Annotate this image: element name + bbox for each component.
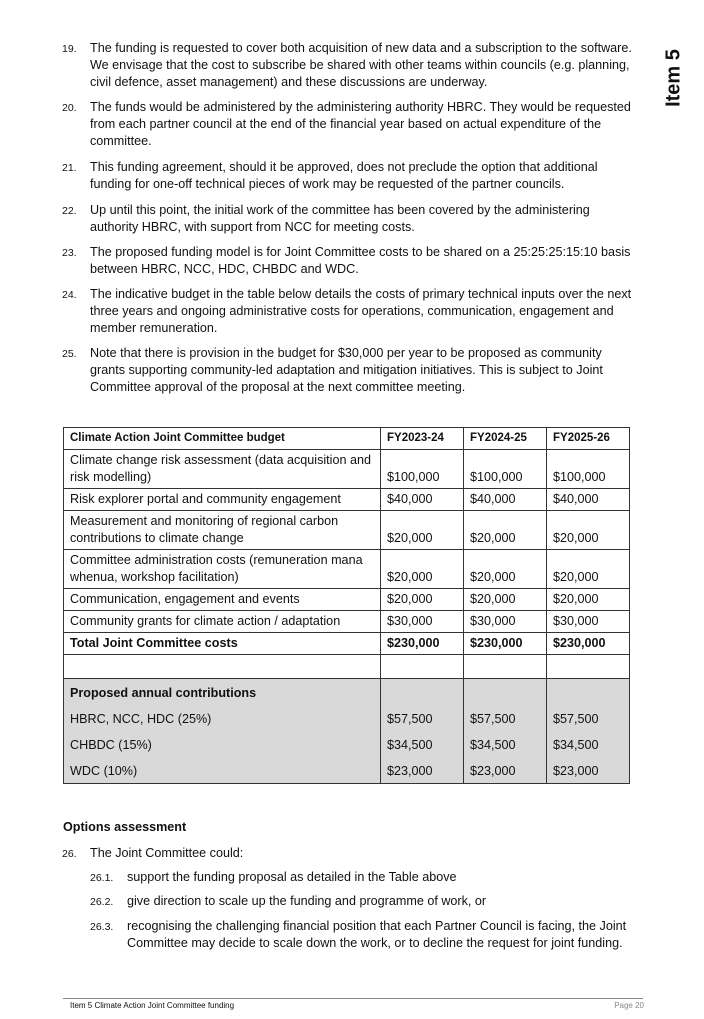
option-number: 26.3. [90,921,114,933]
table-cell: $100,000 [381,450,464,489]
contributions-heading-row [64,679,630,706]
table-cell: Committee administration costs (remuneration mana whenua, workshop facilitation) [64,550,381,589]
table-cell: $40,000 [381,489,464,511]
footer-title: Item 5 Climate Action Joint Committee funding [70,1001,235,1010]
table-cell: $34,500 [381,731,464,757]
paragraph-number: 22. [62,205,77,217]
table-cell: $230,000 [464,633,547,655]
options-heading: Options assessment [63,820,187,834]
paragraph-25 [62,345,634,396]
table-cell [547,655,630,679]
table-cell: $23,000 [381,757,464,784]
paragraph-21 [62,159,634,193]
table-cell [547,679,630,706]
budget-table [63,427,630,784]
item-side-tab [658,38,690,118]
table-cell: $57,500 [547,705,630,731]
option-number: 26.1. [90,872,114,884]
table-cell: $23,000 [547,757,630,784]
table-cell: Proposed annual contributions [64,679,381,706]
table-cell: $34,500 [547,731,630,757]
table-cell: Risk explorer portal and community engagement [64,489,381,511]
table-cell [381,679,464,706]
table-row [64,589,630,611]
table-cell: $20,000 [381,511,464,550]
paragraph-number: 26. [62,848,77,860]
contributions-row [64,731,630,757]
table-row [64,489,630,511]
table-cell: $20,000 [381,550,464,589]
table-header-cell: FY2025-26 [547,428,630,450]
option-text: recognising the challenging financial position that each Partner Council is facing, the Joint Committee may decide to scale down the work, or to decline the request for joint funding. [127,919,627,950]
table-cell: $30,000 [547,611,630,633]
page-number: Page 20 [614,1001,644,1010]
table-cell: $20,000 [464,589,547,611]
paragraph-number: 25. [62,348,77,360]
paragraph-number: 19. [62,43,77,55]
table-cell: $20,000 [547,589,630,611]
table-header-cell: FY2023-24 [381,428,464,450]
table-cell: Measurement and monitoring of regional carbon contributions to climate change [64,511,381,550]
paragraph-20 [62,99,634,150]
paragraph-number: 24. [62,289,77,301]
paragraph-text: Note that there is provision in the budget for $30,000 per year to be proposed as community grants supporting community-led adaptation and mitigation initiatives. This is subject to Joint Committee approval of the proposal at the next committee meeting. [90,346,603,394]
footer-divider [63,998,643,999]
table-cell: $57,500 [381,705,464,731]
table-empty-row [64,655,630,679]
paragraph-text: This funding agreement, should it be approved, does not preclude the option that additional funding for one-off technical pieces of work may be requested of the partner councils. [90,160,598,191]
table-cell: CHBDC (15%) [64,731,381,757]
table-cell: $20,000 [464,550,547,589]
paragraph-text: The proposed funding model is for Joint Committee costs to be shared on a 25:25:25:15:10 basis between HBRC, NCC, HDC, CHBDC and WDC. [90,245,631,276]
paragraph-23 [62,244,634,278]
table-cell: $100,000 [464,450,547,489]
table-header-row [64,428,630,450]
item-side-tab-label: Item 5 [662,49,685,107]
table-cell: $20,000 [464,511,547,550]
table-cell: Communication, engagement and events [64,589,381,611]
option-item [90,893,640,910]
table-cell: $30,000 [381,611,464,633]
paragraph-number: 23. [62,247,77,259]
table-cell: $40,000 [464,489,547,511]
option-item [90,918,640,952]
table-row [64,550,630,589]
paragraph-26 [62,845,634,862]
table-header-cell: Climate Action Joint Committee budget [64,428,381,450]
paragraph-19 [62,40,634,91]
table-row [64,511,630,550]
table-cell [464,679,547,706]
paragraph-text: The indicative budget in the table below details the costs of primary technical inputs over the next three years and ongoing administrative costs for operations, communication, engagement and member remuneration. [90,287,632,335]
option-text: support the funding proposal as detailed in the Table above [127,870,457,884]
paragraph-number: 21. [62,162,77,174]
table-row [64,611,630,633]
table-cell: Climate change risk assessment (data acquisition and risk modelling) [64,450,381,489]
table-cell: $100,000 [547,450,630,489]
table-header-cell: FY2024-25 [464,428,547,450]
table-cell: $20,000 [547,550,630,589]
table-cell: $230,000 [381,633,464,655]
contributions-row [64,757,630,784]
option-item [90,869,640,886]
table-cell: $23,000 [464,757,547,784]
paragraph-24 [62,286,634,337]
table-cell: $57,500 [464,705,547,731]
table-cell: $20,000 [547,511,630,550]
paragraph-text: The funds would be administered by the administering authority HBRC. They would be requested from each partner council at the end of the financial year based on actual expenditure of the committee. [90,100,631,148]
table-cell: Community grants for climate action / adaptation [64,611,381,633]
option-text: give direction to scale up the funding and programme of work, or [127,894,487,908]
paragraph-number: 20. [62,102,77,114]
table-cell [381,655,464,679]
paragraph-22 [62,202,634,236]
table-cell: HBRC, NCC, HDC (25%) [64,705,381,731]
option-number: 26.2. [90,896,114,908]
contributions-row [64,705,630,731]
paragraph-text: The funding is requested to cover both acquisition of new data and a subscription to the software. We envisage that the cost to subscribe be shared with other teams within councils (e.g. planning, civil defence, asset management) and these discussions are underway. [90,41,632,89]
table-cell [64,655,381,679]
table-cell: $20,000 [381,589,464,611]
table-cell [464,655,547,679]
table-cell: $40,000 [547,489,630,511]
table-cell: $34,500 [464,731,547,757]
paragraph-text: The Joint Committee could: [90,846,244,860]
table-total-row [64,633,630,655]
table-cell: $230,000 [547,633,630,655]
table-row [64,450,630,489]
table-cell: $30,000 [464,611,547,633]
table-cell: WDC (10%) [64,757,381,784]
table-cell: Total Joint Committee costs [64,633,381,655]
paragraph-text: Up until this point, the initial work of the committee has been covered by the administering authority HBRC, with support from NCC for meeting costs. [90,203,590,234]
